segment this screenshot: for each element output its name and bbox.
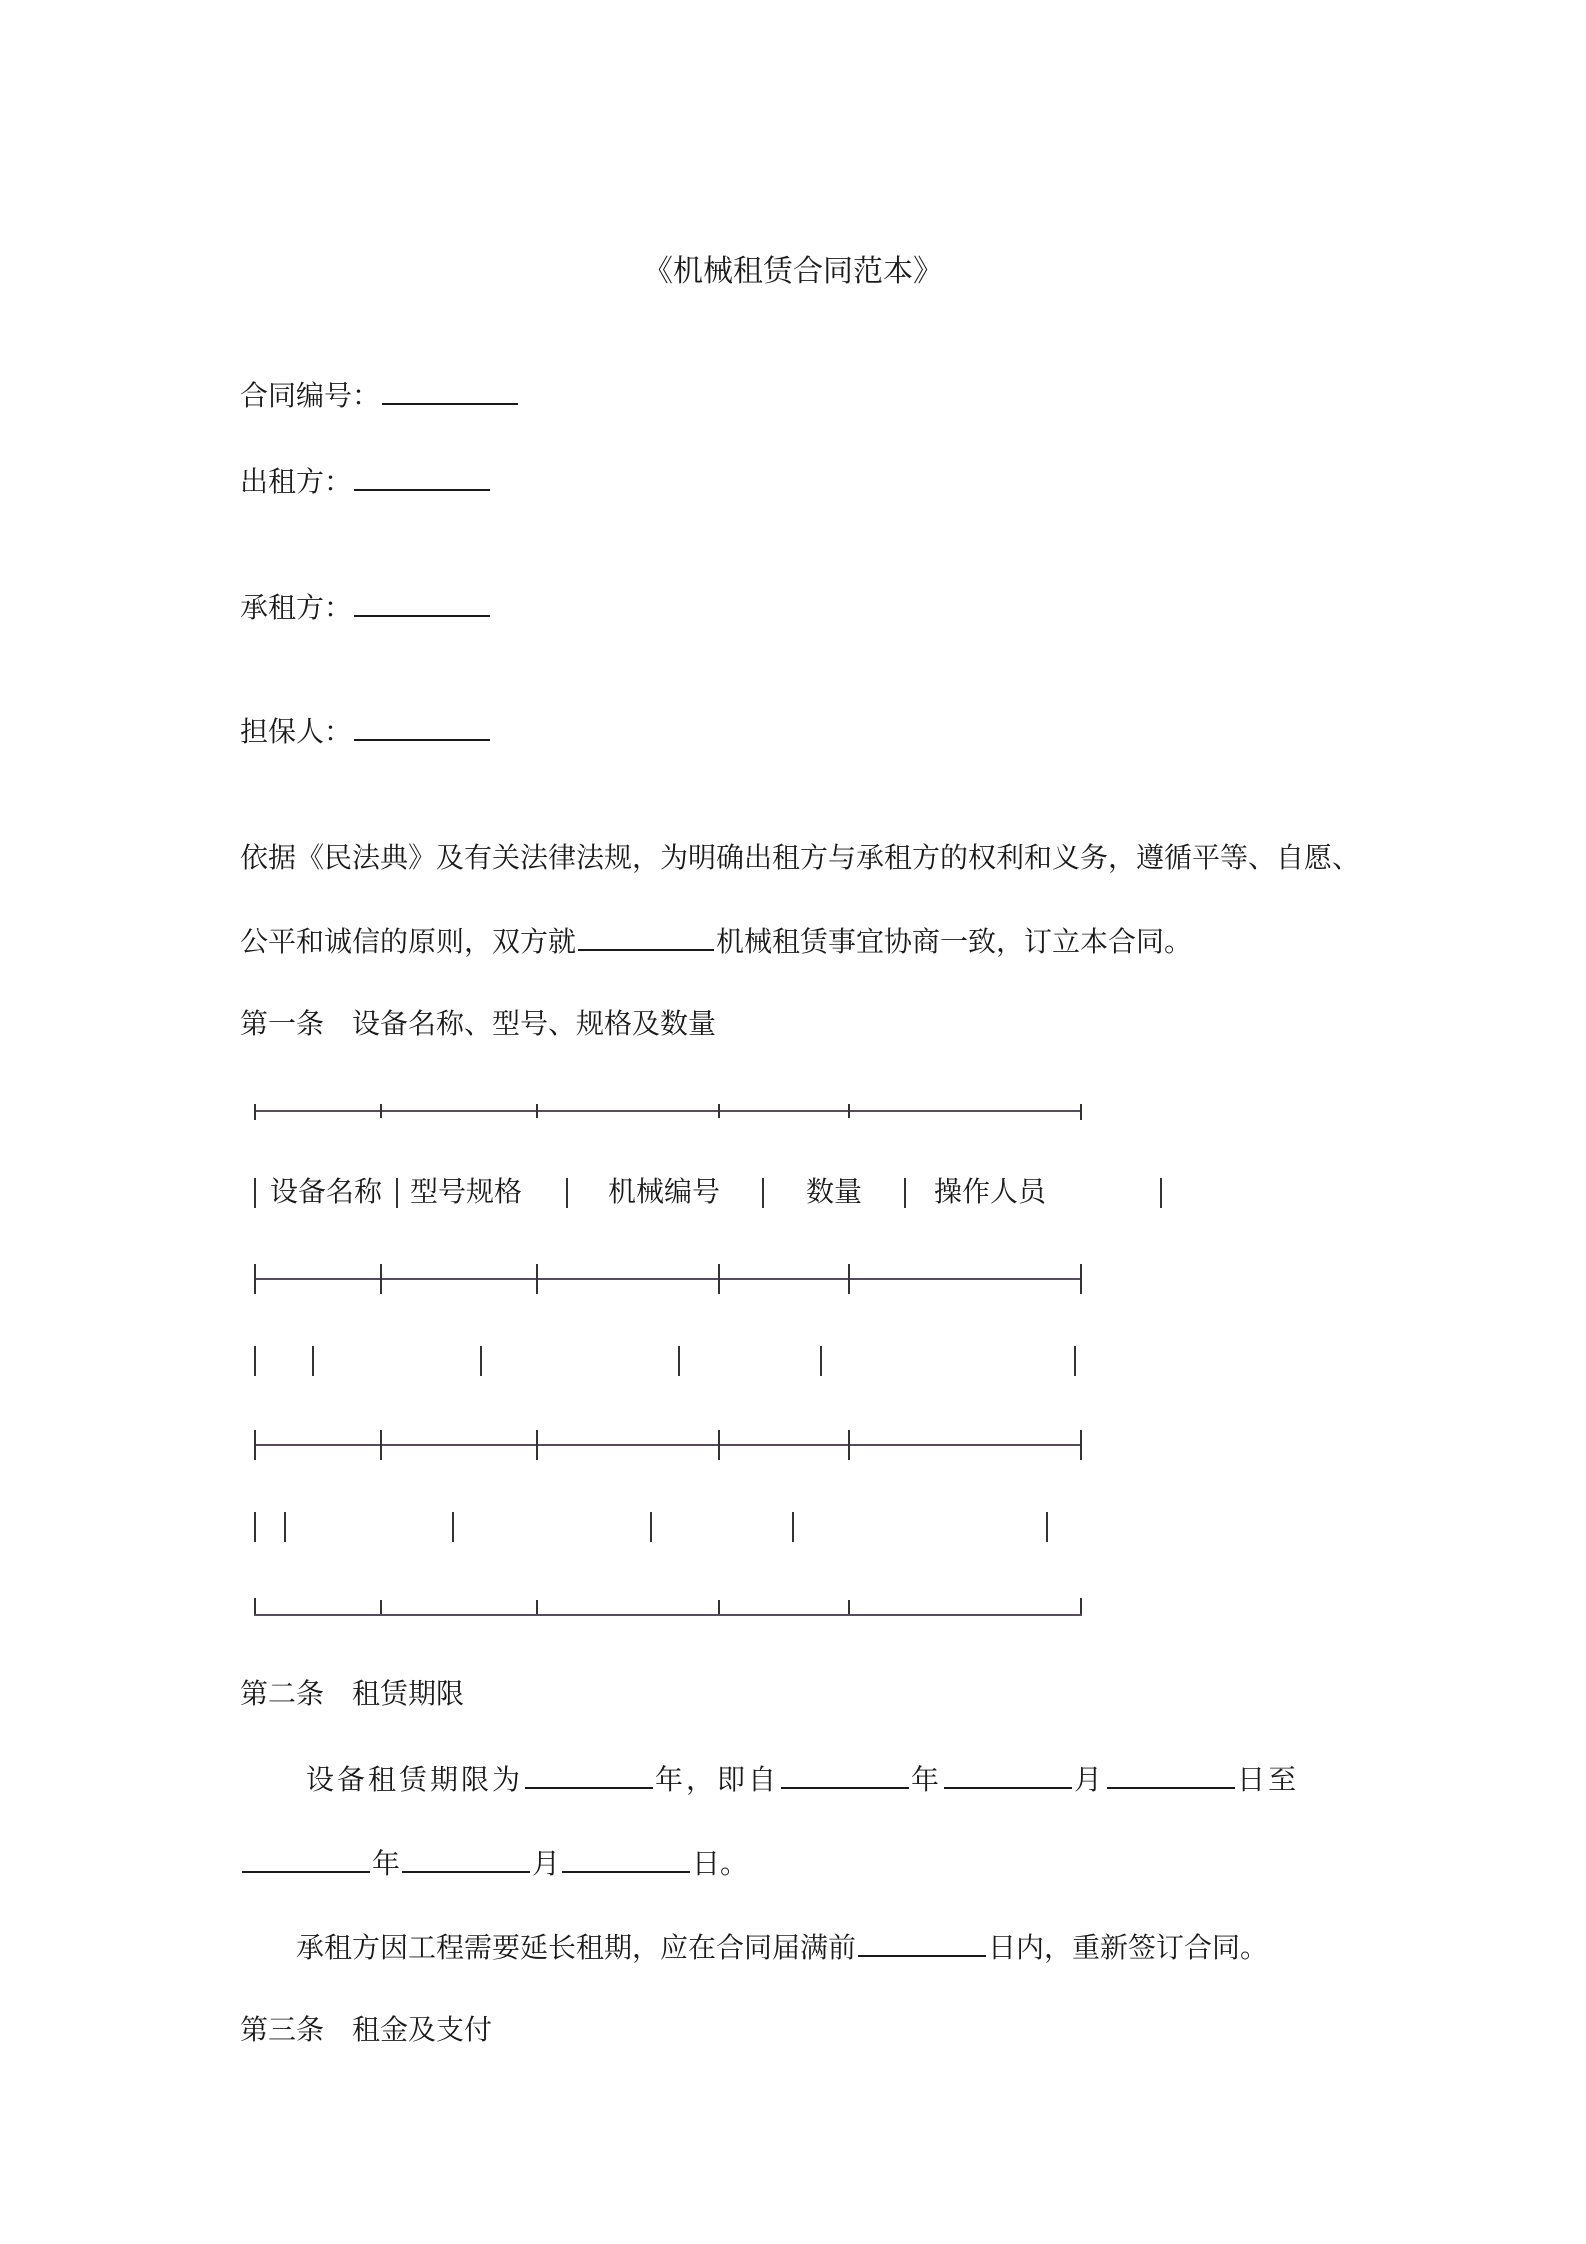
extension-clause xyxy=(296,1928,1268,1968)
contract-number-blank xyxy=(382,377,518,405)
table-corner xyxy=(254,1104,256,1120)
table-top-border xyxy=(254,1110,1082,1112)
table-corner xyxy=(1080,1104,1082,1120)
table-row-separator xyxy=(254,1444,1082,1446)
table-tick xyxy=(718,1600,720,1614)
table-corner xyxy=(254,1598,256,1614)
table-bar xyxy=(380,1430,382,1460)
term-y2: 年 xyxy=(911,1763,943,1796)
table-header-quantity: 数量 xyxy=(806,1175,863,1208)
article-2-heading: 第二条 租赁期限 xyxy=(240,1677,465,1710)
start-day-blank xyxy=(1107,1761,1235,1789)
contract-number-label: 合同编号： xyxy=(240,379,381,412)
article-1-heading: 第一条 设备名称、型号、规格及数量 xyxy=(240,1007,717,1040)
lessor-blank xyxy=(354,463,490,491)
table-bar xyxy=(678,1346,680,1376)
table-bar xyxy=(284,1512,286,1542)
table-bar xyxy=(820,1346,822,1376)
table-header-model: 型号规格 xyxy=(410,1175,523,1208)
term-years-blank xyxy=(525,1761,653,1789)
table-bar xyxy=(792,1512,794,1542)
term-end-y: 年 xyxy=(372,1847,401,1880)
table-bar xyxy=(762,1178,764,1208)
term-end-d: 日。 xyxy=(692,1847,749,1880)
table-tick xyxy=(536,1104,538,1118)
table-bar xyxy=(566,1178,568,1208)
table-bar xyxy=(480,1346,482,1376)
lessee-blank xyxy=(354,589,490,617)
table-bar xyxy=(904,1178,906,1208)
table-row-separator xyxy=(254,1278,1082,1280)
table-bar xyxy=(312,1346,314,1376)
intro-paragraph-line2 xyxy=(240,922,1192,962)
guarantor-blank xyxy=(354,713,490,741)
table-bar xyxy=(848,1430,850,1460)
table-bar xyxy=(650,1512,652,1542)
table-tick xyxy=(848,1104,850,1118)
table-bar xyxy=(718,1264,720,1294)
table-bar xyxy=(1080,1264,1082,1294)
intro-paragraph-line1: 依据《民法典》及有关法律法规，为明确出租方与承租方的权利和义务，遵循平等、自愿、 xyxy=(240,841,1361,874)
term-end-m: 月 xyxy=(532,1847,561,1880)
table-bar xyxy=(536,1264,538,1294)
table-corner xyxy=(1080,1598,1082,1614)
lease-term-line1 xyxy=(306,1760,1299,1800)
table-bar xyxy=(380,1264,382,1294)
lessee-line xyxy=(240,588,492,628)
contract-number-line xyxy=(240,376,520,416)
intro-line2-pre: 公平和诚信的原则，双方就 xyxy=(240,925,577,958)
start-year-blank xyxy=(781,1761,909,1789)
extension-days-blank xyxy=(858,1929,986,1957)
lessor-label: 出租方： xyxy=(240,465,353,498)
table-bar xyxy=(254,1512,256,1542)
table-header-equipment-name: 设备名称 xyxy=(270,1175,383,1208)
extend-post: 日内，重新签订合同。 xyxy=(988,1931,1269,1964)
table-tick xyxy=(536,1600,538,1614)
lessee-label: 承租方： xyxy=(240,591,353,624)
table-bottom-border xyxy=(254,1614,1082,1616)
table-header-machine-number: 机械编号 xyxy=(608,1175,721,1208)
table-tick xyxy=(718,1104,720,1118)
extend-pre: 承租方因工程需要延长租期，应在合同届满前 xyxy=(296,1931,857,1964)
table-bar xyxy=(254,1346,256,1376)
lease-term-line2 xyxy=(240,1844,748,1884)
table-bar xyxy=(536,1430,538,1460)
table-bar xyxy=(254,1264,256,1294)
end-day-blank xyxy=(562,1845,690,1873)
table-bar xyxy=(452,1512,454,1542)
term-d-to: 日至 xyxy=(1237,1763,1300,1796)
table-bar xyxy=(718,1430,720,1460)
table-header-operator: 操作人员 xyxy=(934,1175,1047,1208)
term-pre: 设备租赁期限为 xyxy=(306,1763,524,1796)
article-3-heading: 第三条 租金及支付 xyxy=(240,2013,493,2046)
table-bar xyxy=(848,1264,850,1294)
table-bar xyxy=(1046,1512,1048,1542)
document-title: 《机械租赁合同范本》 xyxy=(643,254,943,289)
table-bar xyxy=(1080,1430,1082,1460)
table-bar xyxy=(254,1430,256,1460)
table-bar xyxy=(1074,1346,1076,1376)
table-bar xyxy=(254,1178,256,1208)
table-tick xyxy=(380,1600,382,1614)
table-tick xyxy=(848,1600,850,1614)
term-m: 月 xyxy=(1074,1763,1106,1796)
machine-name-blank xyxy=(578,923,714,951)
start-month-blank xyxy=(944,1761,1072,1789)
table-tick xyxy=(380,1104,382,1118)
end-month-blank xyxy=(402,1845,530,1873)
table-bar xyxy=(396,1178,398,1208)
guarantor-line xyxy=(240,712,492,752)
guarantor-label: 担保人： xyxy=(240,715,353,748)
intro-line2-post: 机械租赁事宜协商一致，订立本合同。 xyxy=(716,925,1193,958)
end-year-blank xyxy=(242,1845,370,1873)
term-year: 年，即自 xyxy=(655,1763,780,1796)
lessor-line xyxy=(240,462,492,502)
table-bar xyxy=(1160,1178,1162,1208)
